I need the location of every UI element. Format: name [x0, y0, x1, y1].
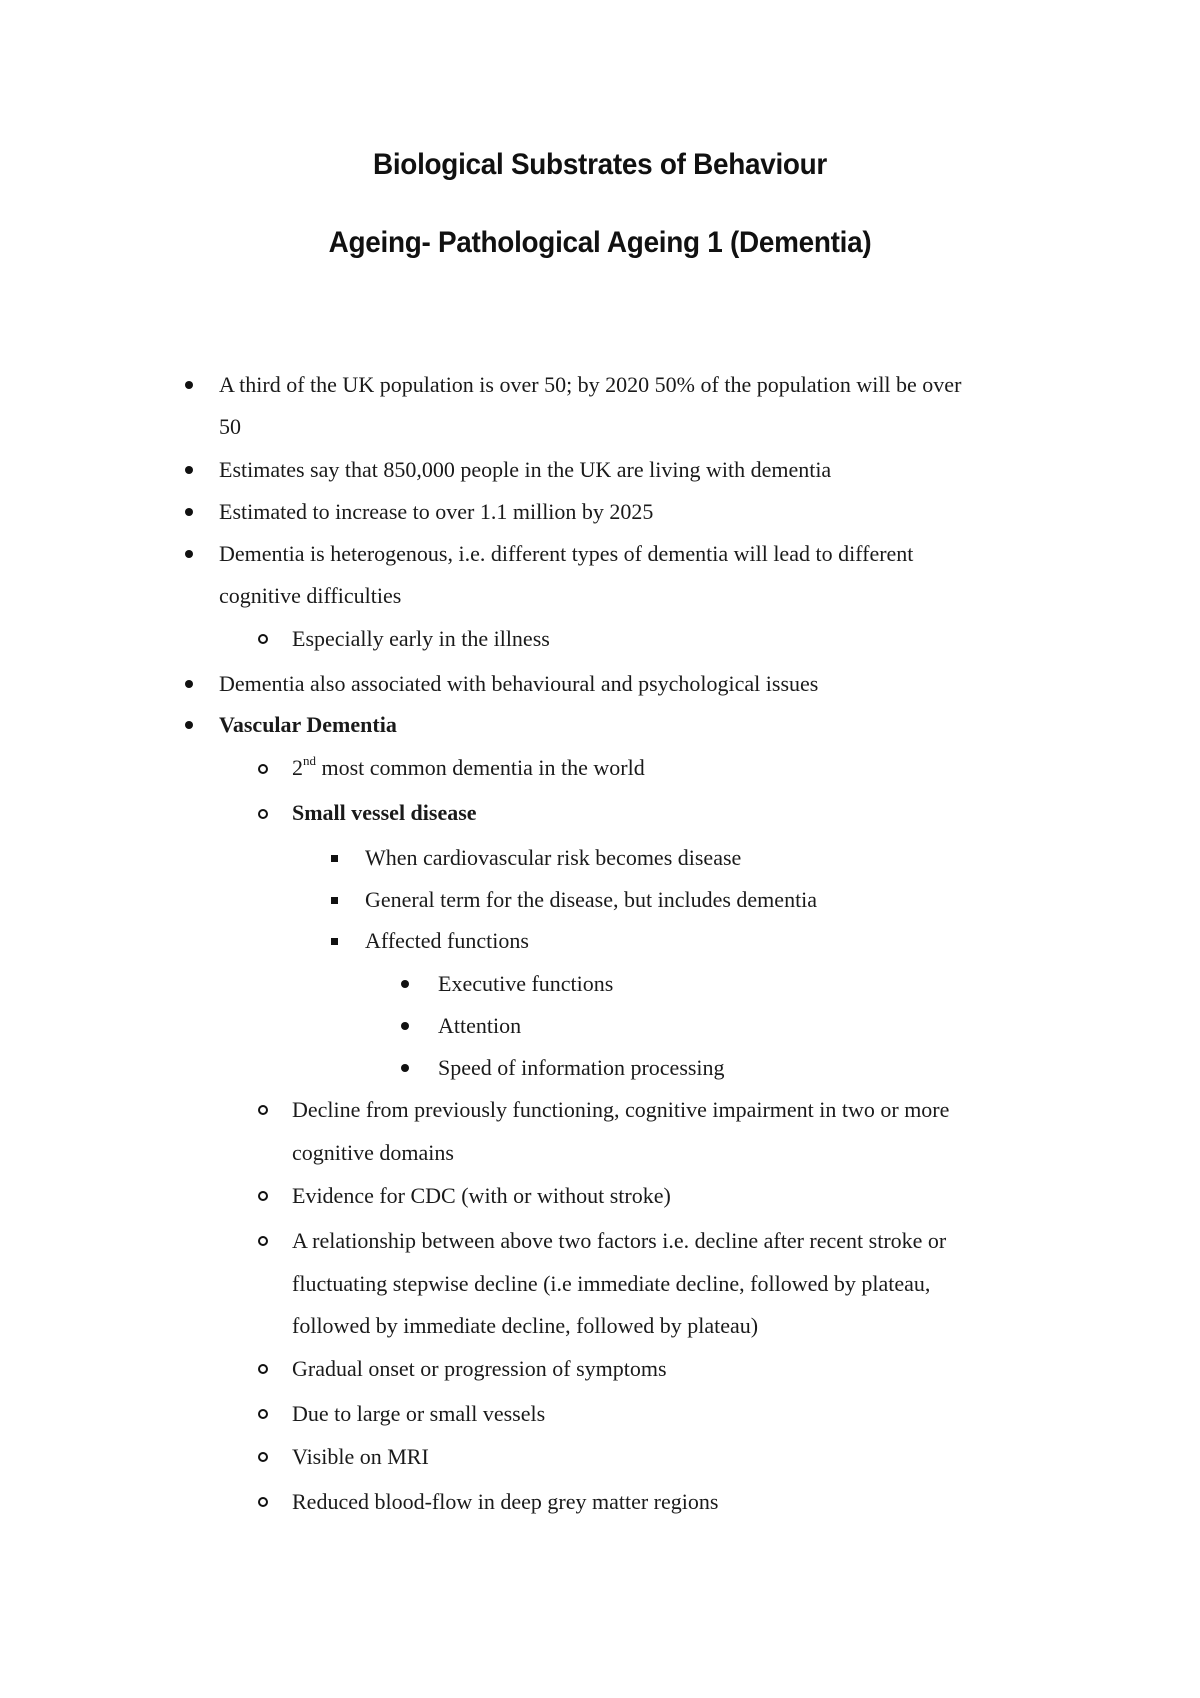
list-item: Evidence for CDC (with or without stroke) [292, 1183, 671, 1208]
document-title: Biological Substrates of Behaviour [372, 148, 828, 181]
list-item: Gradual onset or progression of symptoms [292, 1356, 667, 1381]
list-item-continuation: cognitive domains [292, 1140, 454, 1165]
bullet-circle [258, 634, 268, 644]
bullet-disc [401, 1022, 409, 1030]
list-item: Executive functions [438, 971, 614, 996]
bullet-disc [401, 980, 409, 988]
list-item: Affected functions [365, 928, 529, 953]
bullet-disc [185, 381, 193, 389]
bullet-circle [258, 764, 268, 774]
list-item: A third of the UK population is over 50; by 2020 50% of the population will be over [219, 372, 962, 397]
subsection-heading: Small vessel disease [292, 800, 477, 825]
bullet-disc [401, 1064, 409, 1072]
bullet-circle [258, 1191, 268, 1201]
list-item: General term for the disease, but includes dementia [365, 887, 818, 912]
list-item: Attention [438, 1013, 522, 1038]
list-item: When cardiovascular risk becomes disease [365, 845, 742, 870]
list-item: Dementia is heterogenous, i.e. different types of dementia will lead to different [219, 541, 914, 566]
bullet-circle [258, 1364, 268, 1374]
bullet-disc [185, 466, 193, 474]
bullet-circle [258, 1497, 268, 1507]
list-item-continuation: cognitive difficulties [219, 583, 402, 608]
bullet-disc [185, 508, 193, 516]
list-item: Due to large or small vessels [292, 1401, 546, 1426]
list-item: Visible on MRI [292, 1444, 429, 1469]
section-heading: Vascular Dementia [219, 712, 397, 737]
document-subtitle: Ageing- Pathological Ageing 1 (Dementia) [328, 226, 872, 259]
list-item: Dementia also associated with behavioural and psychological issues [219, 671, 819, 696]
list-item: A relationship between above two factors i.e. decline after recent stroke or [292, 1228, 947, 1253]
list-item: Estimates say that 850,000 people in the UK are living with dementia [219, 457, 832, 482]
bullet-circle [258, 1452, 268, 1462]
list-item-continuation: 50 [219, 414, 241, 439]
bullet-disc [185, 680, 193, 688]
list-item: 2nd most common dementia in the world [292, 752, 645, 780]
list-item-continuation: followed by immediate decline, followed by plateau) [292, 1313, 759, 1338]
list-item-continuation: fluctuating stepwise decline (i.e immediate decline, followed by plateau, [292, 1271, 931, 1296]
bullet-square [331, 855, 338, 862]
bullet-square [331, 938, 338, 945]
list-item: Estimated to increase to over 1.1 million by 2025 [219, 499, 654, 524]
bullet-circle [258, 1236, 268, 1246]
list-item: Especially early in the illness [292, 626, 550, 651]
list-item: Decline from previously functioning, cognitive impairment in two or more [292, 1097, 950, 1122]
bullet-circle [258, 1105, 268, 1115]
bullet-square [331, 897, 338, 904]
bullet-disc [185, 550, 193, 558]
list-item: Speed of information processing [438, 1055, 725, 1080]
bullet-disc [185, 721, 193, 729]
bullet-circle [258, 809, 268, 819]
list-item: Reduced blood-flow in deep grey matter regions [292, 1489, 719, 1514]
bullet-circle [258, 1409, 268, 1419]
